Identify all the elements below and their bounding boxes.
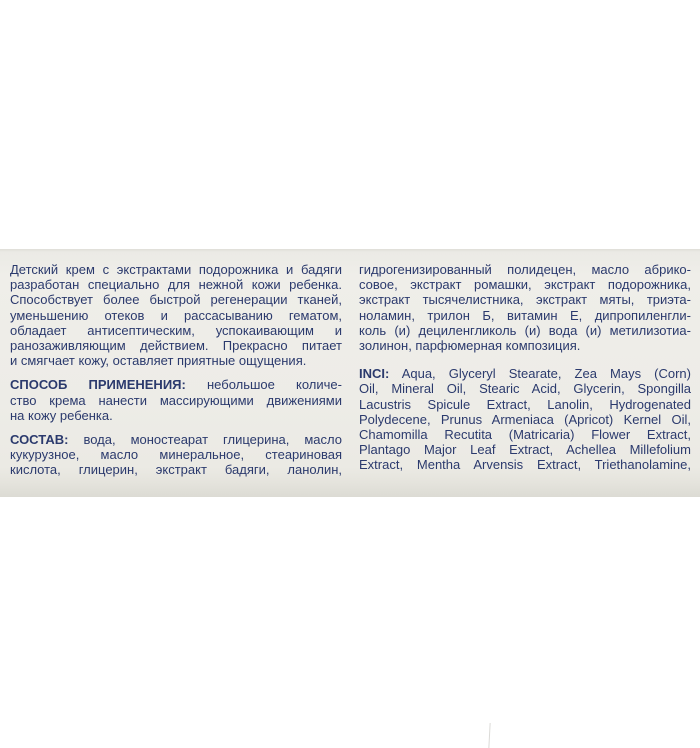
inci-lines bbox=[359, 381, 691, 472]
inci-heading: INCI: bbox=[359, 366, 390, 382]
text-line bbox=[10, 432, 342, 447]
right-column bbox=[359, 262, 691, 478]
text-line: Способствует более быстрой регенерации тканей, bbox=[10, 292, 342, 308]
inci-paragraph bbox=[359, 366, 691, 472]
text-line: Oil, Mineral Oil, Stearic Acid, Glycerin, Spongilla bbox=[359, 381, 691, 397]
composition-paragraph bbox=[10, 432, 342, 478]
usage-heading: СПОСОБ ПРИМЕНЕНИЯ: bbox=[10, 377, 186, 393]
inci-first-line-rest: Aqua, Glyceryl Stearate, Zea Mays (Corn) bbox=[389, 366, 691, 382]
intro-paragraph bbox=[10, 262, 342, 368]
text-line: обладает антисептическим, успокаивающим и bbox=[10, 322, 342, 338]
text-line: ноламин, трилон Б, витамин Е, дипропиленгли- bbox=[359, 307, 691, 323]
text-line: ство крема нанести массирующими движениями bbox=[10, 392, 342, 408]
text-line: Lacustris Spicule Extract, Lanolin, Hydrogenated bbox=[359, 396, 691, 412]
usage-paragraph bbox=[10, 377, 342, 423]
text-line: коль (и) дециленгликоль (и) вода (и) метилизотиа- bbox=[359, 322, 691, 338]
composition-heading: СОСТАВ: bbox=[10, 432, 69, 448]
text-line: кукурузное, масло минеральное, стеариновая bbox=[10, 447, 342, 463]
text-line: ранозаживляющим действием. Прекрасно питает bbox=[10, 338, 342, 354]
text-line: гидрогенизированный полидецен, масло абрико- bbox=[359, 262, 691, 277]
text-line: Chamomilla Recutita (Matricaria) Flower Extract, bbox=[359, 427, 691, 443]
composition-lines bbox=[10, 447, 342, 477]
text-line: разработан специально для нежной кожи ребенка. bbox=[10, 277, 342, 293]
text-line: кислота, глицерин, экстракт бадяги, ланолин, bbox=[10, 462, 342, 478]
text-line: Extract, Mentha Arvensis Extract, Triethanolamine, bbox=[359, 457, 691, 473]
usage-lines bbox=[10, 393, 342, 423]
label-panel bbox=[0, 249, 700, 497]
label-scratch-mark bbox=[488, 723, 490, 748]
text-line bbox=[359, 366, 691, 381]
text-line: Polydecene, Prunus Armeniaca (Apricot) Kernel Oil, bbox=[359, 411, 691, 427]
text-line: экстракт тысячелистника, экстракт мяты, триэта- bbox=[359, 292, 691, 308]
text-line: Детский крем с экстрактами подорожника и бадяги bbox=[10, 262, 342, 277]
text-line bbox=[10, 377, 342, 392]
usage-first-line-rest: небольшое количе- bbox=[185, 377, 342, 393]
text-line: золинон, парфюмерная композиция. bbox=[359, 338, 581, 354]
text-line: уменьшению отеков и рассасыванию гематом, bbox=[10, 307, 342, 323]
text-line: Plantago Major Leaf Extract, Achellea Millefolium bbox=[359, 442, 691, 458]
composition-continued-paragraph bbox=[359, 262, 691, 353]
composition-first-line-rest: вода, моностеарат глицерина, масло bbox=[68, 432, 342, 448]
text-line: совое, экстракт ромашки, экстракт подорожника, bbox=[359, 277, 691, 293]
left-column bbox=[10, 262, 342, 478]
text-line: и смягчает кожу, оставляет приятные ощущения. bbox=[10, 353, 307, 369]
text-line: на кожу ребенка. bbox=[10, 407, 113, 423]
label-text-columns bbox=[10, 262, 691, 478]
